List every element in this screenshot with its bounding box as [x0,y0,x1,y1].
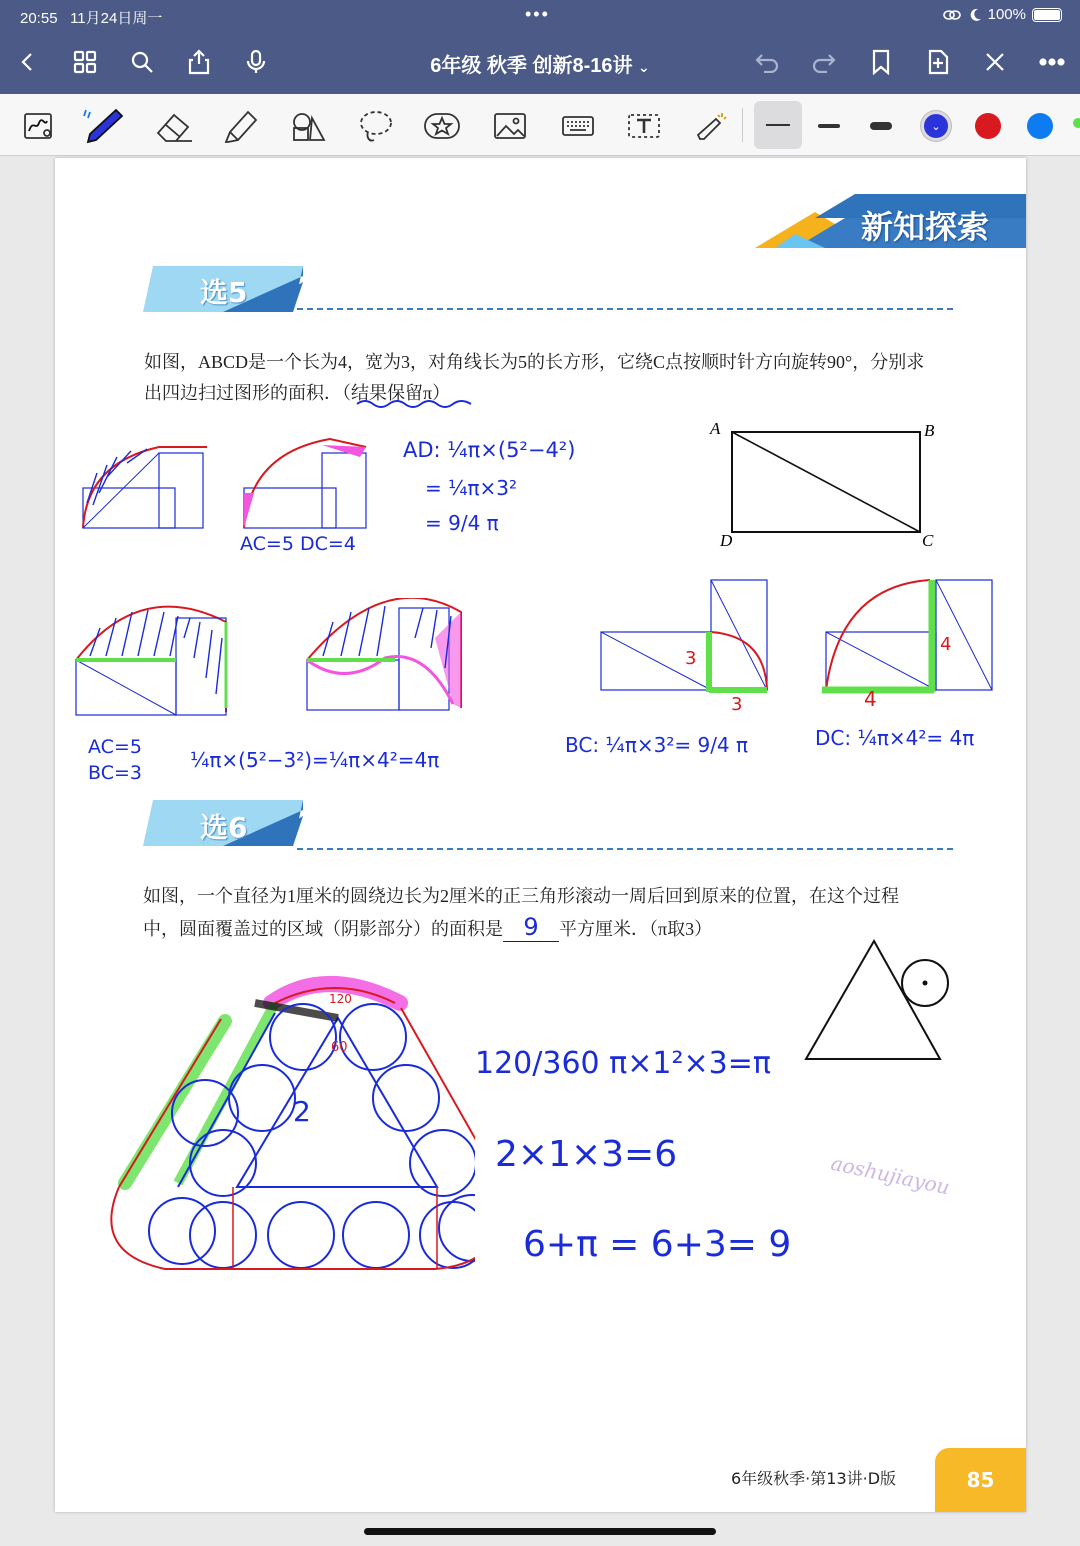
color-swatch-red[interactable] [966,104,1010,148]
image-icon[interactable] [488,104,532,148]
answer-blank: 9 [503,913,559,942]
note-ad-2: = ¼π×3² [425,476,518,500]
watermark: aoshujiayou [828,1150,952,1200]
note-ab-formula: ¼π×(5²−3²)=¼π×4²=4π [190,748,440,772]
page-number: 85 [966,1468,995,1492]
stroke-medium-button[interactable] [807,104,851,148]
sketch-bc-region [285,598,475,728]
section5-problem-line1: 如图，ABCD是一个长为4，宽为3，对角线长为5的长方形，它绕C点按顺时针方向旋转90°，分别求 [144,352,925,372]
shapes-icon[interactable] [286,104,330,148]
back-icon[interactable] [10,44,46,80]
section5-divider [297,308,953,310]
note-ac-dc: AC=5 DC=4 [240,533,356,555]
status-time: 20:55 11月24日周一 [20,10,163,27]
text-box-icon[interactable] [622,104,666,148]
handwriting-search-icon[interactable] [17,104,61,148]
screen-mirror-icon [942,8,962,22]
note-s6-line2: 2×1×3=6 [495,1134,678,1175]
moon-icon [968,8,982,22]
section5-tag: 选5 [200,276,248,309]
label-c: C [922,531,934,548]
search-icon[interactable] [124,44,160,80]
bookmark-icon[interactable] [863,44,899,80]
stroke-thick-button[interactable] [859,104,903,148]
color-swatch-dark-blue[interactable]: ⌄ [914,104,958,148]
toolbar-divider [742,108,743,142]
section6-divider [297,848,953,850]
sketch-ab-sweep [67,433,227,543]
undo-icon[interactable] [749,44,785,80]
battery-percent: 100% [987,6,1026,23]
stroke-thin-button[interactable] [754,101,802,149]
section-banner-title: 新知探索 [861,208,990,246]
note-ad-1: AD: ¼π×(5²−4²) [403,438,576,462]
svg-text:3: 3 [731,694,743,715]
note-ac: AC=5 [88,736,142,758]
section6-problem-line2: 中，圆面覆盖过的区域（阴影部分）的面积是 9 平方厘米．（π取3） [143,913,713,941]
sticker-icon[interactable] [420,104,464,148]
handwritten-underline [355,398,479,410]
battery-icon [1032,8,1062,22]
note-s6-line1: 120/360 π×1²×3=π [475,1046,771,1081]
sketch-dc-arc [800,576,1000,716]
section5-problem-line2: 出四边扫过图形的面积．（结果保留π） [144,383,451,403]
sketch-ab-region [60,598,240,728]
rectangle-figure [700,418,950,548]
share-icon[interactable] [181,44,217,80]
sketch-ad-sweep [230,433,390,543]
section6-tag: 选6 [200,811,248,844]
note-ad-3: = 9/4 π [425,511,499,535]
section6-problem-line1: 如图，一个直径为1厘米的圆绕边长为2厘米的正三角形滚动一周后回到原来的位置，在这个过程 [143,886,899,906]
angle-120-label: 120 [329,992,352,1006]
note-bc-formula: BC: ¼π×3²= 9/4 π [565,733,749,757]
note-s6-line3: 6+π = 6+3= 9 [523,1224,792,1265]
close-pen-icon[interactable] [977,44,1013,80]
footer-text: 6年级秋季·第13讲·D版 [731,1469,897,1488]
status-bar [0,0,1080,32]
side-length-label: 2 [293,1095,311,1128]
label-d: D [720,531,733,548]
rolling-circle-sketch [105,973,475,1313]
eraser-icon[interactable] [152,104,196,148]
multitasking-dots[interactable]: ••• [525,4,550,24]
triangle-circle-figure [800,933,960,1073]
drawing-toolbar [0,94,1080,156]
more-icon[interactable] [1034,44,1070,80]
notebook-page[interactable] [55,158,1026,1512]
color-swatch-blue[interactable] [1018,104,1062,148]
label-a: A [710,419,721,438]
angle-60-label: 60 [331,1040,348,1055]
navigation-bar [0,32,1080,94]
microphone-icon[interactable] [238,44,274,80]
add-page-icon[interactable] [920,44,956,80]
svg-text:4: 4 [864,687,877,711]
svg-text:3: 3 [685,648,697,669]
redo-icon[interactable] [806,44,842,80]
label-b: B [924,421,935,440]
home-indicator[interactable] [364,1528,716,1535]
status-right [942,6,1062,23]
lasso-icon[interactable] [354,104,398,148]
svg-text:4: 4 [940,634,952,655]
color-swatch-green-partial[interactable] [1073,118,1080,128]
page-number-badge [935,1448,1026,1512]
sketch-bc-arc [575,576,775,716]
grid-icon[interactable] [67,44,103,80]
keyboard-icon[interactable] [556,104,600,148]
document-title[interactable]: 6年级 秋季 创新8-16讲 ⌄ [430,55,650,77]
note-dc-formula: DC: ¼π×4²= 4π [815,726,975,750]
note-bc: BC=3 [88,762,142,784]
laser-pointer-icon[interactable] [690,104,734,148]
highlighter-icon[interactable] [218,104,262,148]
pen-icon[interactable] [82,104,126,148]
